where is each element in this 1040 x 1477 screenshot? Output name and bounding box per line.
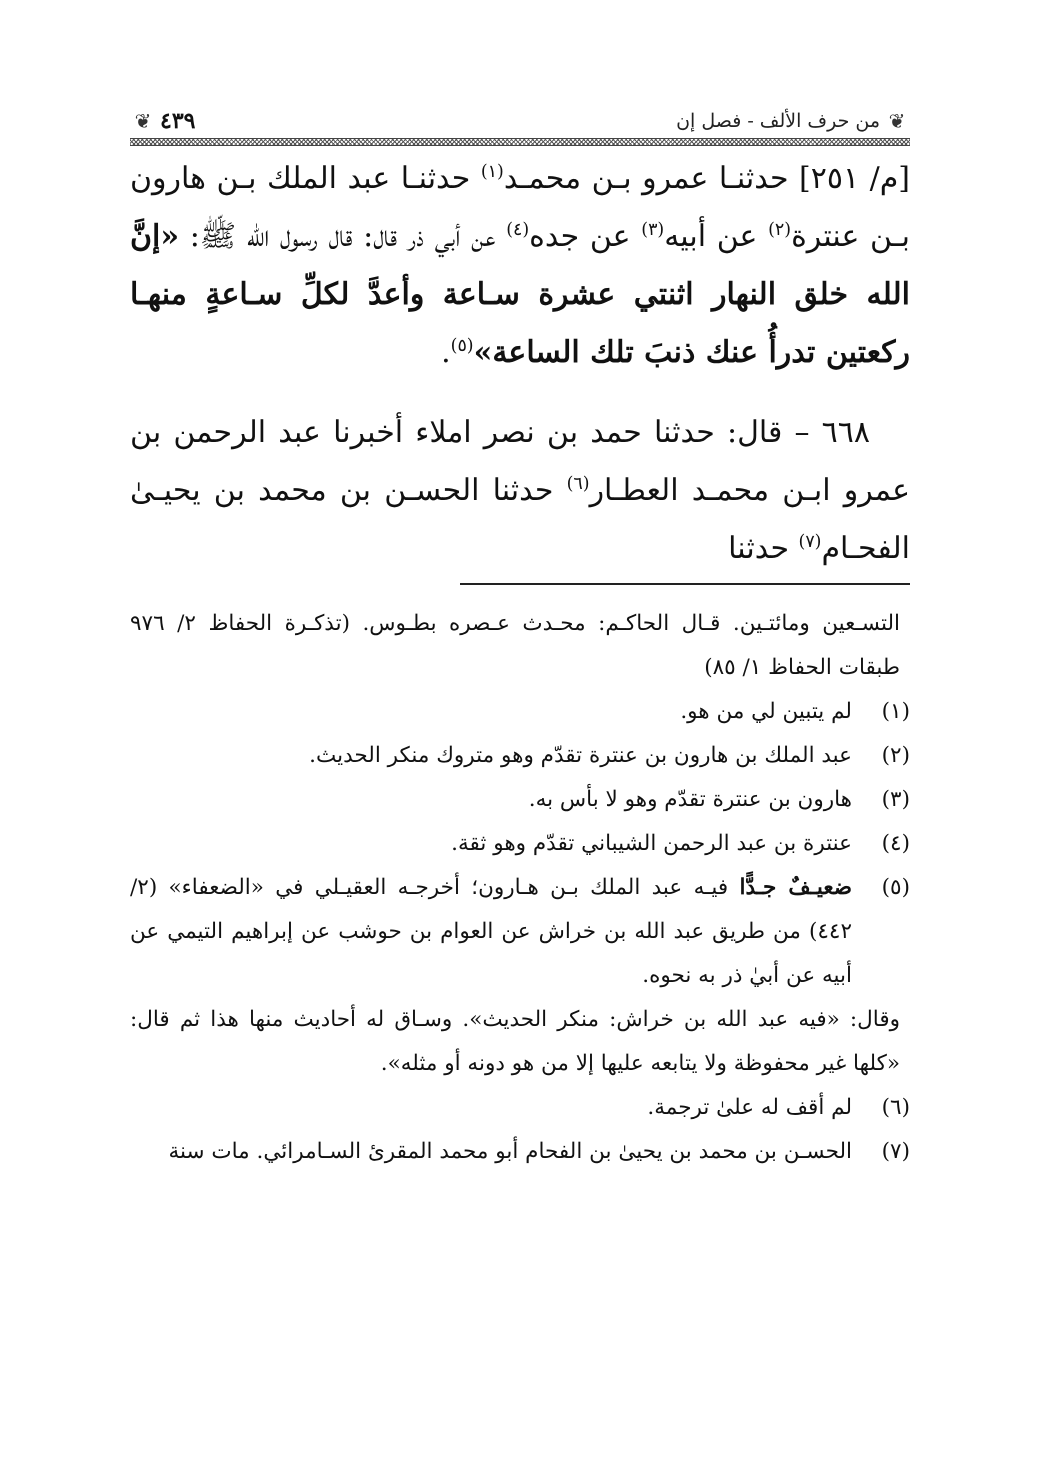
footnote-item — [130, 1130, 910, 1174]
footnote-text: عبد الملك بن هارون بن عنترة تقدّم وهو متروك منكر الحديث. — [309, 743, 852, 768]
footnote-text: هارون بن عنترة تقدّم وهو لا بأس به. — [528, 787, 852, 812]
footnote-text — [130, 875, 852, 988]
text-run: عن جده — [529, 219, 642, 254]
page-number: ٤٣٩ — [160, 108, 196, 134]
text-run: فيـه عبد الملك بـن هـارون؛ أخرجـه العقيـلي في «الضعفاء» (٢/ ٤٤٢) من طريق عبد الله بن خراش عن العوام بن حوشب عن إبراهيم التيمي عن أبيه عن أبيٰ ذر به نحوه. — [130, 875, 852, 988]
hadith-quote: «إنَّ الله خلق النهار اثنتي عشرة سـاعة وأعدَّ لكلِّ سـاعةٍ منهـا ركعتين تدرأُ عنك ذنبَ تلك الساعة» — [130, 219, 910, 370]
page-header — [130, 108, 910, 148]
text-run: [م/ ٢٥١] حدثنـا عمرو بـن محمـد — [503, 161, 911, 196]
footnote-ref: (٧) — [798, 532, 822, 552]
text-run: عن أبي ذر قال: قال رسول الله ﷺ: — [179, 219, 507, 254]
footnote-number: (٤) — [881, 831, 910, 856]
footnote-ref: (١) — [480, 162, 504, 182]
footnote-ref: (٦) — [566, 474, 590, 494]
hadith-paragraph — [130, 150, 910, 382]
footnote-number: (٣) — [881, 787, 910, 812]
narration-paragraph — [130, 404, 910, 578]
running-title: من حرف الألف - فصل إن — [676, 110, 880, 132]
footnote-item — [130, 734, 910, 778]
footnote-number: (٦) — [881, 1095, 910, 1120]
text-run: عن أبيه — [664, 219, 769, 254]
footnote-number: (٥) — [881, 875, 910, 900]
footnote-item — [130, 778, 910, 822]
text-run: . — [441, 335, 451, 370]
footnote-text: لم أقف له علىٰ ترجمة. — [647, 1095, 852, 1120]
footnote-text: لم يتبين لي من هو. — [680, 699, 852, 724]
footnote-item — [130, 1086, 910, 1130]
grading-label: ضعيـفٌ جـدًّا — [739, 875, 852, 900]
footnote-number: (٧) — [881, 1139, 910, 1164]
footnote-text: الحسـن بن محمد بن يحيىٰ بن الفحام أبو محمد المقرئ السـامرائي. مات سنة — [168, 1139, 852, 1164]
footnote-ref: (٤) — [506, 220, 530, 240]
footnote-ref: (٣) — [641, 220, 665, 240]
floral-ornament-icon: ❦ — [134, 109, 152, 133]
paragraph-gap — [130, 382, 910, 404]
footnote-number: (٢) — [881, 743, 910, 768]
text-run: حدثنا الحسـن بن محمد بن يحيـىٰ الفحـام — [130, 473, 910, 566]
footnote-item — [130, 822, 910, 866]
footnote-ref: (٢) — [768, 220, 792, 240]
footnotes — [130, 602, 910, 1174]
text-run: ٦٦٨ – قال: حدثنا حمد بن نصر املاء أخبرنا عبد الرحمن بن عمرو ابـن محمـد العطـار — [130, 415, 910, 508]
footnote-text: عنترة بن عبد الرحمن الشيباني تقدّم وهو ثقة. — [451, 831, 852, 856]
header-rule — [130, 138, 910, 146]
text-run: حدثنـا عبد الملك بـن هارون بـن عنترة — [130, 161, 910, 254]
footnote-item — [130, 866, 910, 998]
footnote-ref: (٥) — [450, 336, 474, 356]
floral-ornament-icon: ❦ — [888, 109, 906, 133]
footnote-separator — [460, 583, 910, 585]
footnote-continuation: وقال: «فيه عبد الله بن خراش: منكر الحديث». وسـاق له أحاديث منها هذا ثم قال: «كلها غير محفوظة ولا يتابعه عليها إلا من هو دونه أو مثله». — [130, 1007, 900, 1076]
footnote-continuation: التسـعين ومائتـين. قـال الحاكـم: محـدث عـصره بطـوس. (تذكـرة الحفاظ ٢/ ٩٧٦ طبقات الحفاظ ١/ ٨٥) — [130, 611, 900, 680]
footnote-number: (١) — [881, 699, 910, 724]
text-run: حدثنا — [728, 531, 799, 566]
main-text — [130, 150, 910, 578]
footnote-item — [130, 690, 910, 734]
